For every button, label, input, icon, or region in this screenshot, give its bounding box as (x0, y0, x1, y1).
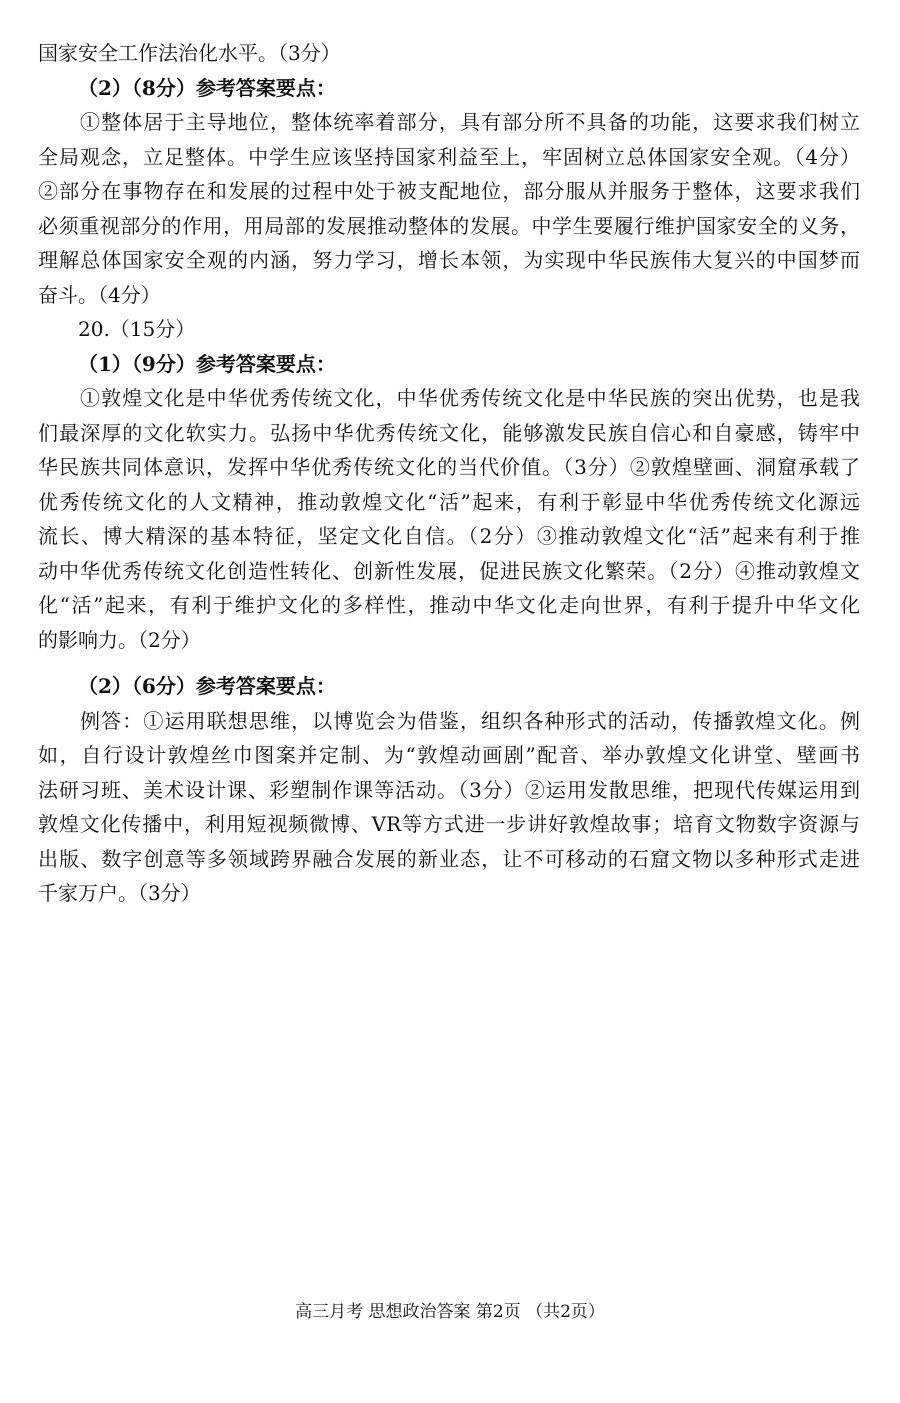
answer-line: 千家万户。（3分） (38, 881, 201, 905)
answer-line: ②部分在事物存在和发展的过程中处于被支配地位，部分服从并服务于整体，这要求我们 (38, 179, 860, 203)
q20-part1-heading: （1）（9分）参考答案要点： (78, 351, 336, 376)
page-footer: 高三月考 思想政治答案 第2页 （共2页） (295, 1302, 605, 1322)
answer-line: 出版、数字创意等多领域跨界融合发展的新业态，让不可移动的石窟文物以多种形式走进 (38, 846, 860, 871)
answer-line: 们最深厚的文化软实力。弘扬中华优秀传统文化，能够激发民族自信心和自豪感，铸牢中 (38, 420, 860, 445)
answer-line: 必须重视部分的作用，用局部的发展推动整体的发展。中学生要履行维护国家安全的义务， (38, 213, 860, 238)
answer-line: 动中华优秀传统文化创造性转化、创新性发展，促进民族文化繁荣。（2分）④推动敦煌文 (38, 558, 860, 583)
answer-line: 法研习班、美术设计课、彩塑制作课等活动。（3分）②运用发散思维，把现代传媒运用到 (38, 777, 860, 802)
q20-part2-heading: （2）（6分）参考答案要点： (78, 674, 336, 698)
answer-line: 奋斗。（4分） (38, 282, 161, 307)
answer-line: 华民族共同体意识，发挥中华优秀传统文化的当代价值。（3分）②敦煌壁画、洞窟承载了 (38, 455, 860, 479)
answer-line: 的影响力。（2分） (38, 627, 201, 652)
answer-line: 流长、博大精深的基本特征，坚定文化自信。（2分）③推动敦煌文化“活”起来有利于推 (38, 524, 860, 548)
answer-line: ①敦煌文化是中华优秀传统文化，中华优秀传统文化是中华民族的突出优势，也是我 (80, 386, 860, 410)
answer-line: 优秀传统文化的人文精神，推动敦煌文化“活”起来，有利于彰显中华优秀传统文化源远 (38, 489, 860, 514)
answer-line: 如，自行设计敦煌丝巾图案并定制、为“敦煌动画剧”配音、举办敦煌文化讲堂、壁画书 (38, 743, 860, 767)
q20-part1-answer (38, 381, 860, 657)
answer-page (38, 36, 860, 911)
q19-part1-end: 国家安全工作法治化水平。（3分） (38, 41, 341, 65)
answer-line: ①整体居于主导地位，整体统率着部分，具有部分所不具备的功能，这要求我们树立 (80, 110, 860, 134)
q19-part2-answer (38, 105, 860, 312)
answer-line: 化“活”起来，有利于维护文化的多样性，推动中华文化走向世界，有利于提升中华文化 (38, 593, 860, 617)
answer-line: 全局观念，立足整体。中学生应该坚持国家利益至上，牢固树立总体国家安全观。（4分） (38, 144, 860, 169)
answer-line: 例答：①运用联想思维，以博览会为借鉴，组织各种形式的活动，传播敦煌文化。例 (80, 708, 860, 733)
answer-line: 理解总体国家安全观的内涵，努力学习，增长本领，为实现中华民族伟大复兴的中国梦而 (38, 248, 860, 272)
q19-part2-heading: （2）（8分）参考答案要点： (78, 75, 336, 100)
answer-line: 敦煌文化传播中，利用短视频微博、VR等方式进一步讲好敦煌故事；培育文物数字资源与 (38, 812, 860, 836)
q20-heading: 20.（15分） (78, 317, 196, 341)
q20-part2-answer (38, 704, 860, 911)
